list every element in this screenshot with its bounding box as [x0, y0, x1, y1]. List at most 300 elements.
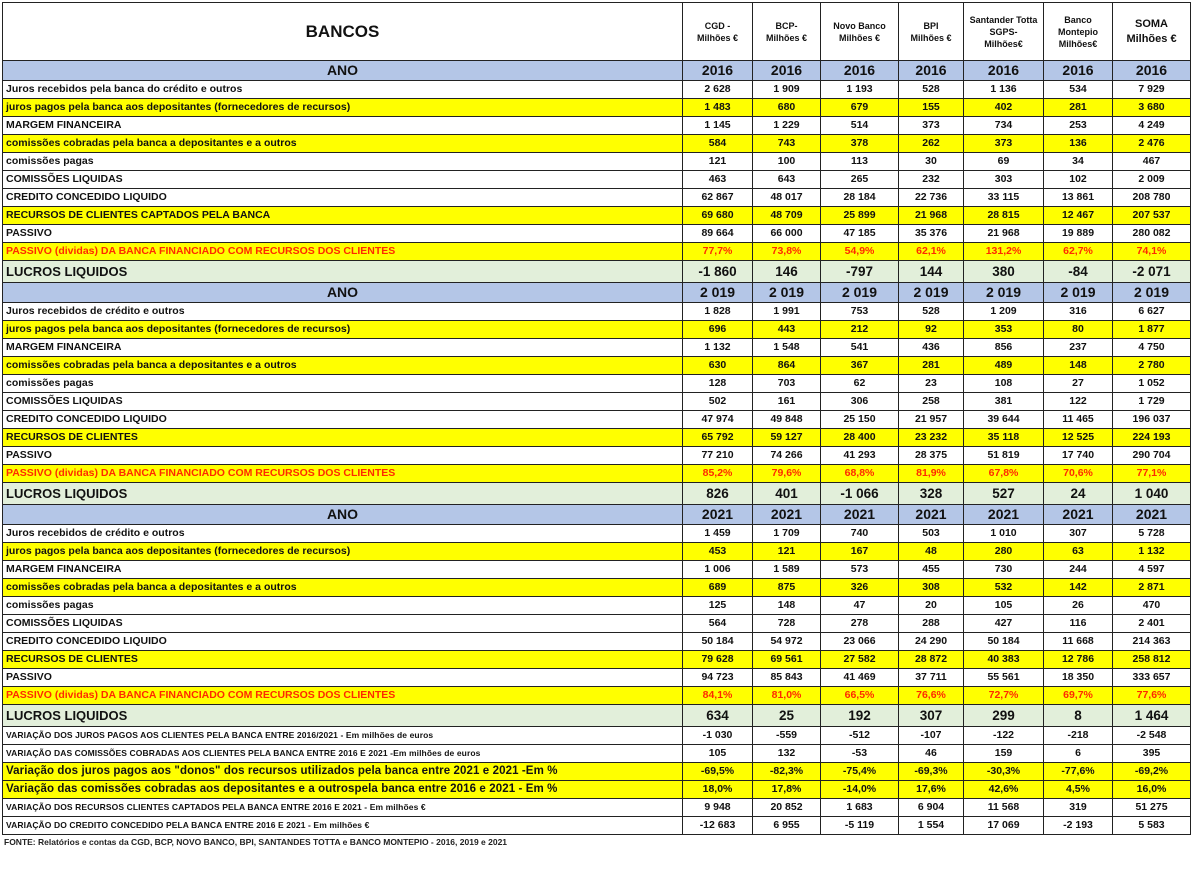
value-cell: 34 [1044, 153, 1113, 171]
value-cell: 1 483 [683, 99, 753, 117]
value-cell: 1 877 [1113, 321, 1191, 339]
row-label: COMISSÕES LIQUIDAS [3, 171, 683, 189]
value-cell: 280 082 [1113, 225, 1191, 243]
table-row [3, 633, 1191, 651]
value-cell: 25 899 [821, 207, 899, 225]
value-cell: 1 040 [1113, 483, 1191, 505]
row-label: COMISSÕES LIQUIDAS [3, 393, 683, 411]
value-cell: 8 [1044, 705, 1113, 727]
table-row [3, 303, 1191, 321]
value-cell: 27 582 [821, 651, 899, 669]
value-cell: 42,6% [964, 781, 1044, 799]
row-label: Variação dos juros pagos aos "donos" dos recursos utilizados pela banca entre 2021 e 2021 -Em % [3, 763, 683, 781]
value-cell: 328 [899, 483, 964, 505]
value-cell: 1 145 [683, 117, 753, 135]
value-cell: 16,0% [1113, 781, 1191, 799]
row-label: Juros recebidos pela banca do crédito e outros [3, 81, 683, 99]
table-row [3, 171, 1191, 189]
value-cell: 2 401 [1113, 615, 1191, 633]
value-cell: 1 132 [1113, 543, 1191, 561]
variation-row [3, 799, 1191, 817]
value-cell: -69,5% [683, 763, 753, 781]
table-row [3, 651, 1191, 669]
year-header-row [3, 61, 1191, 81]
value-cell: 1 709 [753, 525, 821, 543]
value-cell: -82,3% [753, 763, 821, 781]
value-cell: 148 [753, 597, 821, 615]
value-cell: 307 [1044, 525, 1113, 543]
value-cell: 1 548 [753, 339, 821, 357]
value-cell: 33 115 [964, 189, 1044, 207]
value-cell: 689 [683, 579, 753, 597]
value-cell: 237 [1044, 339, 1113, 357]
value-cell: 69 [964, 153, 1044, 171]
row-label: MARGEM FINANCEIRA [3, 339, 683, 357]
value-cell: 17,6% [899, 781, 964, 799]
value-cell: 2 019 [1044, 283, 1113, 303]
table-row [3, 339, 1191, 357]
value-cell: 875 [753, 579, 821, 597]
value-cell: 4 249 [1113, 117, 1191, 135]
value-cell: 2 871 [1113, 579, 1191, 597]
value-cell: 30 [899, 153, 964, 171]
value-cell: 51 275 [1113, 799, 1191, 817]
value-cell: 92 [899, 321, 964, 339]
value-cell: 5 728 [1113, 525, 1191, 543]
row-label: LUCROS LIQUIDOS [3, 261, 683, 283]
value-cell: 69,7% [1044, 687, 1113, 705]
value-cell: 634 [683, 705, 753, 727]
value-cell: 278 [821, 615, 899, 633]
value-cell: 207 537 [1113, 207, 1191, 225]
value-cell: 62 [821, 375, 899, 393]
value-cell: 113 [821, 153, 899, 171]
value-cell: 319 [1044, 799, 1113, 817]
value-cell: 1 683 [821, 799, 899, 817]
value-cell: 74,1% [1113, 243, 1191, 261]
source-note: FONTE: Relatórios e contas da CGD, BCP, NOVO BANCO, BPI, SANTANDES TOTTA e BANCO MONTEPIO - 2016, 2019 e 2021 [4, 837, 508, 847]
value-cell: 89 664 [683, 225, 753, 243]
row-label: comissões pagas [3, 597, 683, 615]
value-cell: 47 974 [683, 411, 753, 429]
value-cell: 11 668 [1044, 633, 1113, 651]
value-cell: 35 376 [899, 225, 964, 243]
value-cell: 528 [899, 81, 964, 99]
value-cell: 18 350 [1044, 669, 1113, 687]
value-cell: -5 119 [821, 817, 899, 835]
value-cell: 167 [821, 543, 899, 561]
value-cell: 73,8% [753, 243, 821, 261]
value-cell: 79 628 [683, 651, 753, 669]
value-cell: 9 948 [683, 799, 753, 817]
value-cell: -2 071 [1113, 261, 1191, 283]
value-cell: 753 [821, 303, 899, 321]
value-cell: 62 867 [683, 189, 753, 207]
value-cell: 81,9% [899, 465, 964, 483]
value-cell: 288 [899, 615, 964, 633]
value-cell: -1 860 [683, 261, 753, 283]
value-cell: 308 [899, 579, 964, 597]
value-cell: 13 861 [1044, 189, 1113, 207]
value-cell: 66 000 [753, 225, 821, 243]
value-cell: 108 [964, 375, 1044, 393]
value-cell: 573 [821, 561, 899, 579]
value-cell: 528 [899, 303, 964, 321]
value-cell: 6 904 [899, 799, 964, 817]
value-cell: 443 [753, 321, 821, 339]
value-cell: 2016 [753, 61, 821, 81]
table-row [3, 429, 1191, 447]
value-cell: 1 991 [753, 303, 821, 321]
value-cell: 463 [683, 171, 753, 189]
value-cell: 81,0% [753, 687, 821, 705]
row-label: MARGEM FINANCEIRA [3, 117, 683, 135]
value-cell: 455 [899, 561, 964, 579]
value-cell: 192 [821, 705, 899, 727]
value-cell: 24 [1044, 483, 1113, 505]
value-cell: 467 [1113, 153, 1191, 171]
row-label: VARIAÇÃO DOS RECURSOS CLIENTES CAPTADOS PELA BANCA ENTRE 2016 E 2021 - Em milhões € [3, 799, 683, 817]
value-cell: 1 589 [753, 561, 821, 579]
value-cell: 303 [964, 171, 1044, 189]
row-label: VARIAÇÃO DOS JUROS PAGOS AOS CLIENTES PELA BANCA ENTRE 2016/2021 - Em milhões de euros [3, 727, 683, 745]
value-cell: 280 [964, 543, 1044, 561]
value-cell: 1 006 [683, 561, 753, 579]
value-cell: 122 [1044, 393, 1113, 411]
value-cell: 3 680 [1113, 99, 1191, 117]
value-cell: 79,6% [753, 465, 821, 483]
value-cell: 299 [964, 705, 1044, 727]
value-cell: 541 [821, 339, 899, 357]
value-cell: 51 819 [964, 447, 1044, 465]
value-cell: 54,9% [821, 243, 899, 261]
row-label: LUCROS LIQUIDOS [3, 705, 683, 727]
value-cell: 630 [683, 357, 753, 375]
value-cell: 72,7% [964, 687, 1044, 705]
row-label: CREDITO CONCEDIDO LIQUIDO [3, 633, 683, 651]
value-cell: 35 118 [964, 429, 1044, 447]
value-cell: 1 729 [1113, 393, 1191, 411]
value-cell: 12 467 [1044, 207, 1113, 225]
column-header-cgd: CGD - Milhões € [683, 3, 753, 61]
value-cell: 679 [821, 99, 899, 117]
table-row [3, 597, 1191, 615]
value-cell: 262 [899, 135, 964, 153]
value-cell: 1 209 [964, 303, 1044, 321]
value-cell: 1 132 [683, 339, 753, 357]
value-cell: 2 019 [753, 283, 821, 303]
value-cell: -2 193 [1044, 817, 1113, 835]
row-label: comissões cobradas pela banca a depositantes e a outros [3, 135, 683, 153]
value-cell: 2016 [1113, 61, 1191, 81]
value-cell: 50 184 [964, 633, 1044, 651]
value-cell: 4,5% [1044, 781, 1113, 799]
value-cell: 22 736 [899, 189, 964, 207]
value-cell: 453 [683, 543, 753, 561]
value-cell: 28 184 [821, 189, 899, 207]
row-label: juros pagos pela banca aos depositantes (fornecedores de recursos) [3, 543, 683, 561]
value-cell: 265 [821, 171, 899, 189]
value-cell: 27 [1044, 375, 1113, 393]
value-cell: 48 709 [753, 207, 821, 225]
row-label: PASSIVO [3, 447, 683, 465]
value-cell: 4 750 [1113, 339, 1191, 357]
value-cell: 54 972 [753, 633, 821, 651]
table-row [3, 615, 1191, 633]
column-header-bcp: BCP- Milhões € [753, 3, 821, 61]
value-cell: 2016 [821, 61, 899, 81]
value-cell: 146 [753, 261, 821, 283]
row-label: Juros recebidos de crédito e outros [3, 525, 683, 543]
variation-row [3, 727, 1191, 745]
value-cell: 514 [821, 117, 899, 135]
value-cell: -53 [821, 745, 899, 763]
column-header-soma: SOMA Milhões € [1113, 3, 1191, 61]
value-cell: 68,8% [821, 465, 899, 483]
value-cell: 144 [899, 261, 964, 283]
value-cell: 46 [899, 745, 964, 763]
value-cell: 77,7% [683, 243, 753, 261]
value-cell: 333 657 [1113, 669, 1191, 687]
value-cell: 62,1% [899, 243, 964, 261]
row-label: CREDITO CONCEDIDO LIQUIDO [3, 411, 683, 429]
table-row [3, 207, 1191, 225]
value-cell: 2 780 [1113, 357, 1191, 375]
value-cell: 6 627 [1113, 303, 1191, 321]
value-cell: 253 [1044, 117, 1113, 135]
value-cell: 378 [821, 135, 899, 153]
value-cell: 40 383 [964, 651, 1044, 669]
value-cell: 28 400 [821, 429, 899, 447]
value-cell: -84 [1044, 261, 1113, 283]
value-cell: 2 019 [821, 283, 899, 303]
variation-row [3, 817, 1191, 835]
value-cell: 2 019 [964, 283, 1044, 303]
value-cell: 502 [683, 393, 753, 411]
value-cell: 258 812 [1113, 651, 1191, 669]
value-cell: 125 [683, 597, 753, 615]
value-cell: 85,2% [683, 465, 753, 483]
row-label: COMISSÕES LIQUIDAS [3, 615, 683, 633]
value-cell: 307 [899, 705, 964, 727]
value-cell: 23 232 [899, 429, 964, 447]
value-cell: 23 [899, 375, 964, 393]
value-cell: -30,3% [964, 763, 1044, 781]
value-cell: 69 561 [753, 651, 821, 669]
value-cell: 128 [683, 375, 753, 393]
value-cell: 63 [1044, 543, 1113, 561]
value-cell: 489 [964, 357, 1044, 375]
variation-row [3, 763, 1191, 781]
value-cell: 380 [964, 261, 1044, 283]
value-cell: 290 704 [1113, 447, 1191, 465]
year-header-row [3, 283, 1191, 303]
value-cell: 470 [1113, 597, 1191, 615]
value-cell: 2016 [683, 61, 753, 81]
variation-row [3, 781, 1191, 799]
value-cell: 102 [1044, 171, 1113, 189]
table-row [3, 687, 1191, 705]
value-cell: 23 066 [821, 633, 899, 651]
net-profit-row [3, 261, 1191, 283]
value-cell: 244 [1044, 561, 1113, 579]
year-header-row [3, 505, 1191, 525]
value-cell: 734 [964, 117, 1044, 135]
value-cell: 1 052 [1113, 375, 1191, 393]
value-cell: 373 [899, 117, 964, 135]
value-cell: 74 266 [753, 447, 821, 465]
value-cell: 47 185 [821, 225, 899, 243]
value-cell: 2021 [964, 505, 1044, 525]
value-cell: 85 843 [753, 669, 821, 687]
row-label: Juros recebidos de crédito e outros [3, 303, 683, 321]
value-cell: 5 583 [1113, 817, 1191, 835]
value-cell: 121 [683, 153, 753, 171]
value-cell: 50 184 [683, 633, 753, 651]
value-cell: 1 554 [899, 817, 964, 835]
value-cell: 11 568 [964, 799, 1044, 817]
row-label: LUCROS LIQUIDOS [3, 483, 683, 505]
table-row [3, 465, 1191, 483]
value-cell: 326 [821, 579, 899, 597]
value-cell: 18,0% [683, 781, 753, 799]
value-cell: 37 711 [899, 669, 964, 687]
row-label: RECURSOS DE CLIENTES [3, 429, 683, 447]
value-cell: -107 [899, 727, 964, 745]
value-cell: 17,8% [753, 781, 821, 799]
column-header-santander: Santander Totta SGPS- Milhões€ [964, 3, 1044, 61]
row-label: juros pagos pela banca aos depositantes (fornecedores de recursos) [3, 321, 683, 339]
value-cell: 728 [753, 615, 821, 633]
value-cell: 7 929 [1113, 81, 1191, 99]
value-cell: 105 [683, 745, 753, 763]
value-cell: 94 723 [683, 669, 753, 687]
value-cell: 826 [683, 483, 753, 505]
value-cell: 28 375 [899, 447, 964, 465]
value-cell: -14,0% [821, 781, 899, 799]
table-row [3, 99, 1191, 117]
value-cell: 77 210 [683, 447, 753, 465]
table-row [3, 525, 1191, 543]
value-cell: -2 548 [1113, 727, 1191, 745]
value-cell: 25 [753, 705, 821, 727]
value-cell: 2021 [1044, 505, 1113, 525]
value-cell: 155 [899, 99, 964, 117]
value-cell: 281 [899, 357, 964, 375]
value-cell: 11 465 [1044, 411, 1113, 429]
value-cell: -218 [1044, 727, 1113, 745]
value-cell: 142 [1044, 579, 1113, 597]
row-label: PASSIVO (dividas) DA BANCA FINANCIADO COM RECURSOS DOS CLIENTES [3, 243, 683, 261]
table-row [3, 669, 1191, 687]
row-label: RECURSOS DE CLIENTES CAPTADOS PELA BANCA [3, 207, 683, 225]
value-cell: 39 644 [964, 411, 1044, 429]
value-cell: 281 [1044, 99, 1113, 117]
value-cell: 534 [1044, 81, 1113, 99]
table-row [3, 117, 1191, 135]
table-body [3, 3, 1191, 835]
value-cell: 316 [1044, 303, 1113, 321]
table-row [3, 447, 1191, 465]
table-row [3, 189, 1191, 207]
table-row [3, 393, 1191, 411]
value-cell: 401 [753, 483, 821, 505]
value-cell: 41 293 [821, 447, 899, 465]
value-cell: 196 037 [1113, 411, 1191, 429]
value-cell: 680 [753, 99, 821, 117]
row-label: CREDITO CONCEDIDO LIQUIDO [3, 189, 683, 207]
row-label: Variação das comissões cobradas aos depositantes e a outrospela banca entre 2016 e 2021 - Em % [3, 781, 683, 799]
value-cell: 532 [964, 579, 1044, 597]
value-cell: -797 [821, 261, 899, 283]
row-label: MARGEM FINANCEIRA [3, 561, 683, 579]
table-row [3, 543, 1191, 561]
value-cell: 503 [899, 525, 964, 543]
value-cell: -559 [753, 727, 821, 745]
value-cell: -512 [821, 727, 899, 745]
value-cell: -69,3% [899, 763, 964, 781]
value-cell: 2 476 [1113, 135, 1191, 153]
value-cell: 1 229 [753, 117, 821, 135]
value-cell: 2021 [1113, 505, 1191, 525]
value-cell: 105 [964, 597, 1044, 615]
table-row [3, 153, 1191, 171]
value-cell: 148 [1044, 357, 1113, 375]
value-cell: -69,2% [1113, 763, 1191, 781]
value-cell: 353 [964, 321, 1044, 339]
value-cell: 12 786 [1044, 651, 1113, 669]
value-cell: 66,5% [821, 687, 899, 705]
value-cell: 159 [964, 745, 1044, 763]
value-cell: 527 [964, 483, 1044, 505]
row-label: comissões cobradas pela banca a depositantes e a outros [3, 579, 683, 597]
value-cell: 2 019 [899, 283, 964, 303]
value-cell: 2 628 [683, 81, 753, 99]
value-cell: 48 017 [753, 189, 821, 207]
value-cell: 69 680 [683, 207, 753, 225]
value-cell: 6 [1044, 745, 1113, 763]
value-cell: -12 683 [683, 817, 753, 835]
value-cell: 373 [964, 135, 1044, 153]
table-row [3, 357, 1191, 375]
row-label: ANO [3, 505, 683, 525]
value-cell: 17 069 [964, 817, 1044, 835]
value-cell: 703 [753, 375, 821, 393]
value-cell: 696 [683, 321, 753, 339]
row-label: comissões cobradas pela banca a depositantes e a outros [3, 357, 683, 375]
row-label: ANO [3, 61, 683, 81]
net-profit-row [3, 483, 1191, 505]
value-cell: 2021 [821, 505, 899, 525]
value-cell: 100 [753, 153, 821, 171]
value-cell: 26 [1044, 597, 1113, 615]
row-label: PASSIVO [3, 669, 683, 687]
bank-comparison-sheet [2, 2, 1190, 849]
table-row [3, 81, 1191, 99]
row-label: PASSIVO (dividas) DA BANCA FINANCIADO COM RECURSOS DOS CLIENTES [3, 465, 683, 483]
value-cell: 21 968 [964, 225, 1044, 243]
value-cell: 116 [1044, 615, 1113, 633]
table-row [3, 579, 1191, 597]
value-cell: 77,1% [1113, 465, 1191, 483]
table-row [3, 375, 1191, 393]
value-cell: 41 469 [821, 669, 899, 687]
value-cell: 84,1% [683, 687, 753, 705]
value-cell: 367 [821, 357, 899, 375]
value-cell: 65 792 [683, 429, 753, 447]
value-cell: 232 [899, 171, 964, 189]
value-cell: 584 [683, 135, 753, 153]
